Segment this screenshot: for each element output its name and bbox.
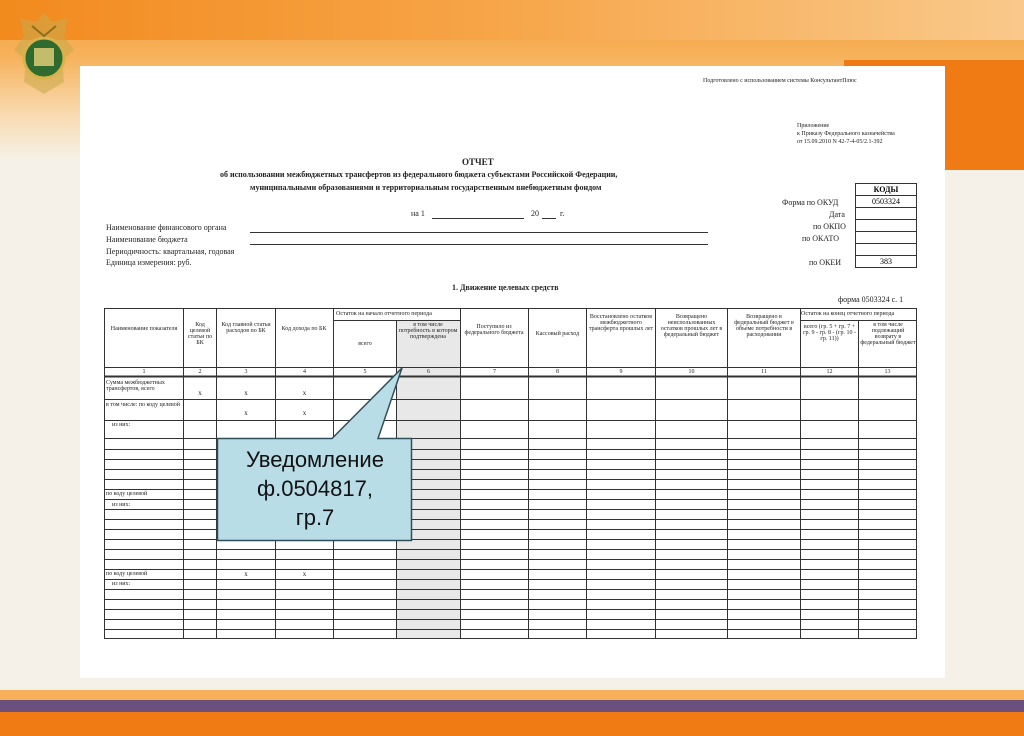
label-okpo: по ОКПО <box>813 222 846 231</box>
code-okei: 383 <box>855 256 917 268</box>
field-unit: Единица измерения: руб. <box>106 258 192 267</box>
row-label-code-1: в том числе: по коду целевой <box>106 402 181 408</box>
col-num-1: 1 <box>142 369 146 375</box>
col-header-8: Кассовый расход <box>535 331 580 337</box>
col-header-10: Возвращено неиспользованных остатков прошлых лет в федеральный бюджет <box>660 314 723 338</box>
col-header-11: Возвращено в федеральный бюджет в объеме потребности в расходовании <box>734 314 794 338</box>
doc-subtitle-2: муниципальными образованиями и территориальным государственным внебюджетным фондом <box>250 183 602 192</box>
col-header-3: Код главной статьи расходов по БК <box>221 322 271 334</box>
appendix-line-1: Приложение <box>797 123 830 129</box>
row-code1-c3: x <box>244 409 248 417</box>
row-label-sub-2: из них: <box>112 502 131 508</box>
row-code3-c3: x <box>244 570 248 578</box>
row-label-code-3: по коду целевой <box>106 571 148 577</box>
appendix-line-3: от 15.09.2010 N 42-7-4-05/2.1-392 <box>797 139 883 145</box>
col-num-13: 13 <box>884 369 891 375</box>
col-header-4: Код дохода по БК <box>281 326 327 332</box>
col-header-9: Восстановлено остатков межбюджетного трансферта прошлых лет <box>588 314 654 332</box>
col-header-13: в том числе подлежащий возврату в федеральный бюджет <box>860 322 916 346</box>
callout-line-1: Уведомление <box>246 447 384 472</box>
col-num-4: 4 <box>303 369 306 375</box>
row-label-sub-1: из них: <box>112 422 131 428</box>
row-total-c3: x <box>244 389 248 397</box>
callout-text <box>220 445 410 532</box>
col-header-12: всего (гр. 5 + гр. 7 + гр. 9 - гр. 8 - (гр. 10 - гр. 11)) <box>803 324 856 342</box>
col-header-6: в том числе потребность в котором подтверждена <box>398 322 458 340</box>
code-okud: 0503324 <box>855 196 917 208</box>
row-code1-c4: x <box>302 409 307 417</box>
date-suffix: г. <box>560 209 565 218</box>
row-label-total: Сумма межбюджетных трансфертов, всего <box>106 380 165 392</box>
col-header-5: всего <box>358 341 372 347</box>
col-header-7: Поступило из федерального бюджета <box>464 324 524 336</box>
col-num-12: 12 <box>826 369 833 375</box>
date-year: 20 <box>531 209 539 218</box>
col-num-7: 7 <box>493 369 496 375</box>
doc-title: ОТЧЕТ <box>462 157 494 167</box>
codes-header: КОДЫ <box>855 183 917 196</box>
callout-line-2: ф.0504817, <box>257 476 373 501</box>
callout-line-3: гр.7 <box>295 505 335 530</box>
row-total-c4: x <box>302 389 307 397</box>
label-okato: по ОКАТО <box>802 234 840 243</box>
group-start-label: Остаток на начало отчетного периода <box>336 311 432 317</box>
col-header-2: Код целевой статьи по БК <box>187 322 213 346</box>
field-budget: Наименование бюджета <box>106 235 188 244</box>
doc-subtitle-1: об использовании межбюджетных трансфертов из федерального бюджета субъектами Российской Федерации, <box>220 170 618 179</box>
header-note: Подготовлено с использованием системы КонсультантПлюс <box>703 78 857 84</box>
row-label-code-2: по коду целевой <box>106 491 148 497</box>
label-okei: по ОКЕИ <box>809 258 842 267</box>
section-title: 1. Движение целевых средств <box>452 283 559 292</box>
col-num-5: 5 <box>363 369 367 375</box>
appendix-line-2: к Приказу Федерального казначейства <box>797 131 895 137</box>
col-num-10: 10 <box>688 369 695 375</box>
date-prefix: на 1 <box>411 209 425 218</box>
col-num-3: 3 <box>244 369 248 375</box>
label-okud: Форма по ОКУД <box>782 198 839 207</box>
row-label-sub-3: из них: <box>112 581 131 587</box>
col-num-6: 6 <box>427 369 430 375</box>
field-period: Периодичность: квартальная, годовая <box>106 247 235 256</box>
group-end-label: Остаток на конец отчетного периода <box>801 311 895 317</box>
row-code3-c4: x <box>302 570 307 578</box>
col-num-8: 8 <box>556 369 559 375</box>
col-num-11: 11 <box>761 369 767 375</box>
col-header-1: Наименование показателя <box>110 326 178 332</box>
col-num-2: 2 <box>198 369 202 375</box>
col-num-9: 9 <box>619 369 623 375</box>
form-number: форма 0503324 с. 1 <box>838 295 904 304</box>
row-total-c2: x <box>198 389 202 397</box>
field-fin-organ: Наименование финансового органа <box>106 223 227 232</box>
label-date: Дата <box>829 210 845 219</box>
